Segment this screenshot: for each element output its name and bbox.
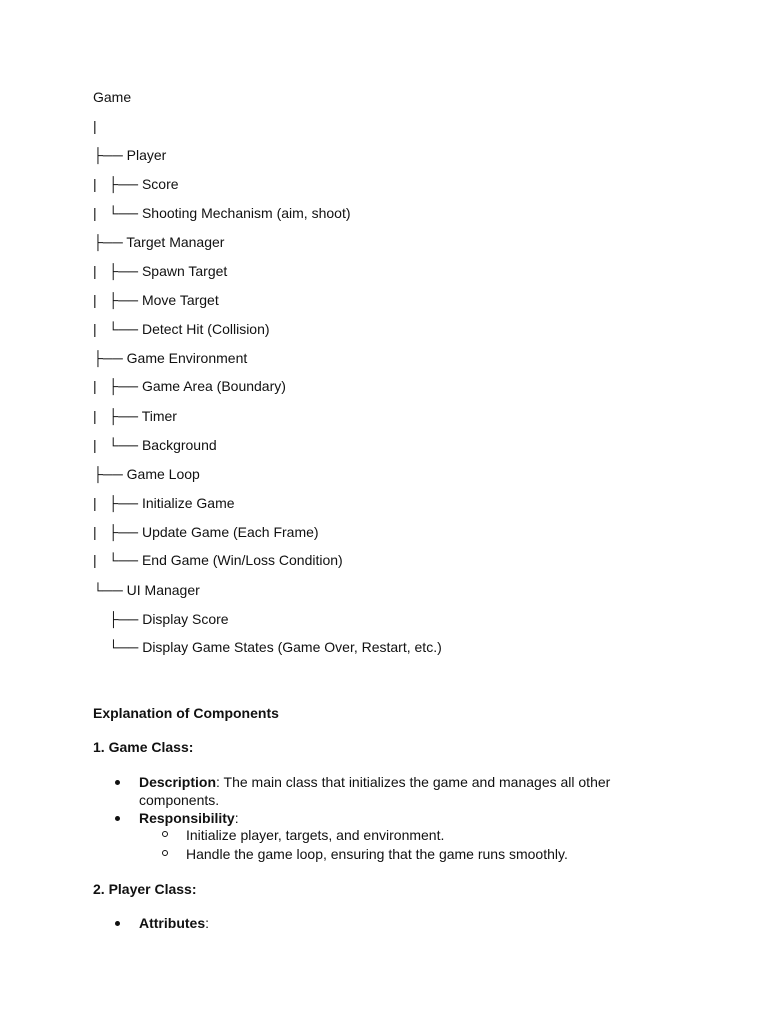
- tree-line-timer: | ├── Timer: [93, 408, 177, 424]
- list-item-label: Attributes: [139, 915, 206, 931]
- circle-bullet-icon: [162, 850, 168, 856]
- circle-bullet-icon: [162, 831, 168, 837]
- section-title-game-class: 1. Game Class:: [93, 739, 194, 755]
- tree-line-shooting-mechanism: | └── Shooting Mechanism (aim, shoot): [93, 205, 351, 221]
- list-item-body: : The main class that initializes the game and manages all other components.: [139, 774, 611, 808]
- list-item-text: [139, 773, 639, 809]
- explanation-heading: Explanation of Components: [93, 705, 279, 721]
- sub-list-item-text: Initialize player, targets, and environment.: [186, 827, 445, 843]
- tree-line-display-score: ├── Display Score: [93, 611, 229, 627]
- list-item-label: Description: [139, 774, 217, 790]
- tree-line-ui-manager: └── UI Manager: [93, 582, 200, 598]
- tree-line-target-manager: ├── Target Manager: [93, 234, 225, 250]
- tree-line-score: | ├── Score: [93, 176, 179, 192]
- tree-line-detect-hit: | └── Detect Hit (Collision): [93, 321, 270, 337]
- list-item-body: :: [234, 810, 239, 826]
- tree-line-game-area: | ├── Game Area (Boundary): [93, 378, 286, 394]
- tree-line-end-game: | └── End Game (Win/Loss Condition): [93, 552, 343, 568]
- tree-line-game-loop: ├── Game Loop: [93, 466, 200, 482]
- tree-line-move-target: | ├── Move Target: [93, 292, 219, 308]
- tree-line-game-environment: ├── Game Environment: [93, 350, 248, 366]
- tree-line-background: | └── Background: [93, 437, 217, 453]
- bullet-icon: [115, 780, 120, 785]
- tree-line-display-game-states: └── Display Game States (Game Over, Restart, etc.): [93, 639, 442, 655]
- tree-line-player: ├── Player: [93, 147, 167, 163]
- bullet-icon: [115, 921, 120, 926]
- tree-line-connector: |: [93, 118, 97, 134]
- tree-line-update-game: | ├── Update Game (Each Frame): [93, 524, 319, 540]
- tree-line-game: Game: [93, 89, 132, 105]
- tree-line-initialize-game: | ├── Initialize Game: [93, 495, 235, 511]
- tree-line-spawn-target: | ├── Spawn Target: [93, 263, 228, 279]
- sub-list-item-text: Handle the game loop, ensuring that the game runs smoothly.: [186, 846, 568, 862]
- list-item-text: [139, 809, 639, 827]
- list-item-text: [139, 914, 639, 932]
- section-title-player-class: 2. Player Class:: [93, 881, 197, 897]
- bullet-icon: [115, 816, 120, 821]
- list-item-label: Responsibility: [139, 810, 235, 826]
- list-item-body: :: [205, 915, 210, 931]
